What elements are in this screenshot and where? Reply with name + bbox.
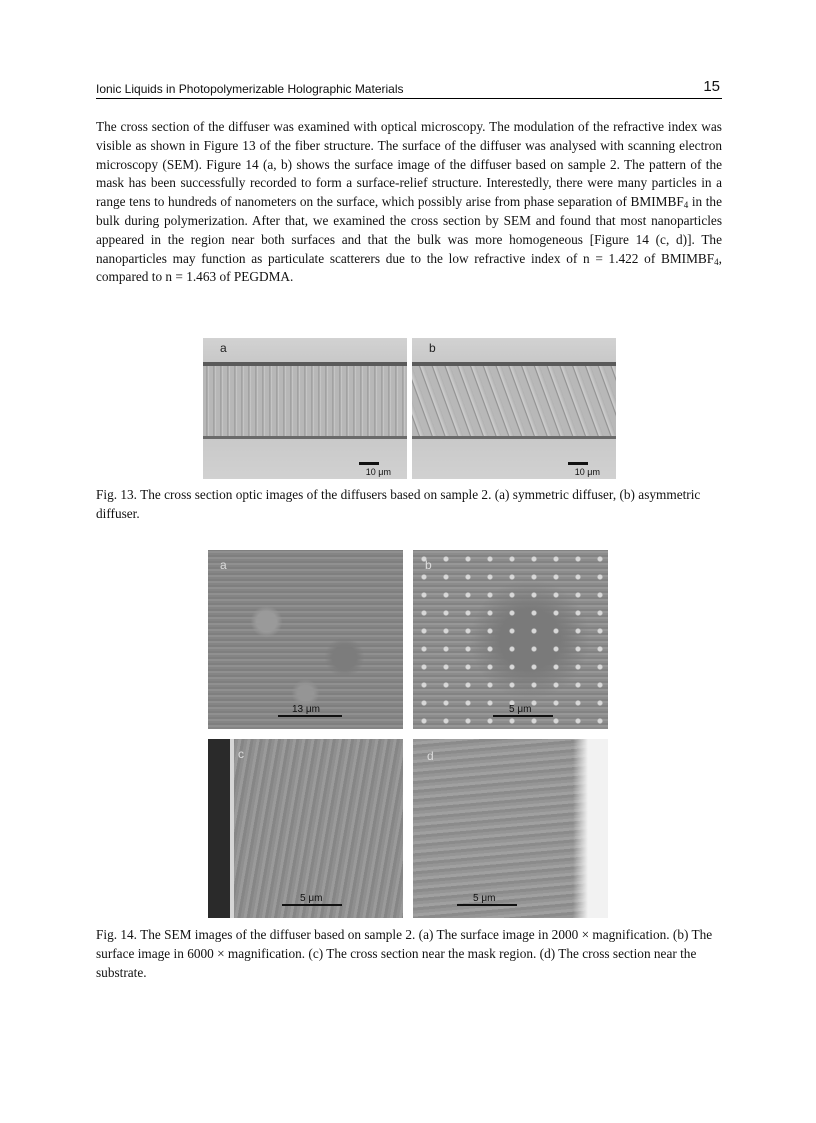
figure-14-panel-b xyxy=(413,550,608,729)
body-text-part-2: in the bulk during polymerization. After that, we examined the cross section by SEM and found that most nanoparticles appeared in the region near both surfaces and that the bulk was more homogeneous [Figure 14 (c, d)]. The nanoparticles may function as particulate scatterers due to the low refractive index of n = 1.422 of BMIMBF xyxy=(96,194,722,266)
panel-label: d xyxy=(427,749,434,763)
scale-bar xyxy=(568,462,588,465)
body-paragraph xyxy=(96,118,722,287)
scale-bar-label: 10 μm xyxy=(365,467,391,477)
scale-bar xyxy=(493,715,553,717)
body-text-part-1: The cross section of the diffuser was examined with optical microscopy. The modulation of the refractive index was visible as shown in Figure 13 of the fiber structure. The surface of the diffuser was analysed with scanning electron microscopy (SEM). Figure 14 (a, b) shows the surface image of the diffuser based on sample 2. The pattern of the mask has been successfully recorded to form a surface-relief structure. Interestedly, there were many particles in a range tens to hundreds of nanometers on the surface, which possibly arise from phase separation of BMIMBF xyxy=(96,119,722,210)
running-title: Ionic Liquids in Photopolymerizable Holographic Materials xyxy=(96,82,404,96)
scale-bar xyxy=(282,904,342,906)
scale-bar xyxy=(457,904,517,906)
scale-bar-label: 5 μm xyxy=(300,893,323,904)
panel-label: c xyxy=(238,747,244,761)
scale-bar-label: 10 μm xyxy=(574,467,600,477)
page-number: 15 xyxy=(703,78,720,95)
panel-label: b xyxy=(429,341,436,355)
figure-14-caption: Fig. 14. The SEM images of the diffuser based on sample 2. (a) The surface image in 2000 × magnification. (b) The surface image in 6000 × magnification. (c) The cross section near the mask region. (d) The cross section near the substrate. xyxy=(96,927,713,980)
panel-label: a xyxy=(220,341,227,355)
figure-13-caption: Fig. 13. The cross section optic images of the diffusers based on sample 2. (a) symmetric diffuser, (b) asymmetric diffuser. xyxy=(96,487,701,521)
scale-bar-label: 5 μm xyxy=(509,704,532,715)
figure-14-panel-c xyxy=(208,739,403,918)
figure-14-panel-a xyxy=(208,550,403,729)
figure-13 xyxy=(203,338,616,479)
scale-bar-label: 5 μm xyxy=(473,893,496,904)
scale-bar xyxy=(359,462,379,465)
panel-label: a xyxy=(220,558,227,572)
subscript-4: 4 xyxy=(683,200,689,211)
figure-14-panel-d xyxy=(413,739,608,918)
figure-14 xyxy=(208,550,608,918)
subscript-4: 4 xyxy=(714,256,719,267)
body-text-part-3: , compared to n = 1.463 of PEGDMA. xyxy=(96,250,722,285)
panel-label: b xyxy=(425,558,432,572)
figure-13-panel-a xyxy=(203,338,407,479)
running-header xyxy=(96,78,722,99)
figure-13-panel-b xyxy=(412,338,616,479)
scale-bar xyxy=(278,715,342,717)
scale-bar-label: 13 μm xyxy=(292,704,320,715)
